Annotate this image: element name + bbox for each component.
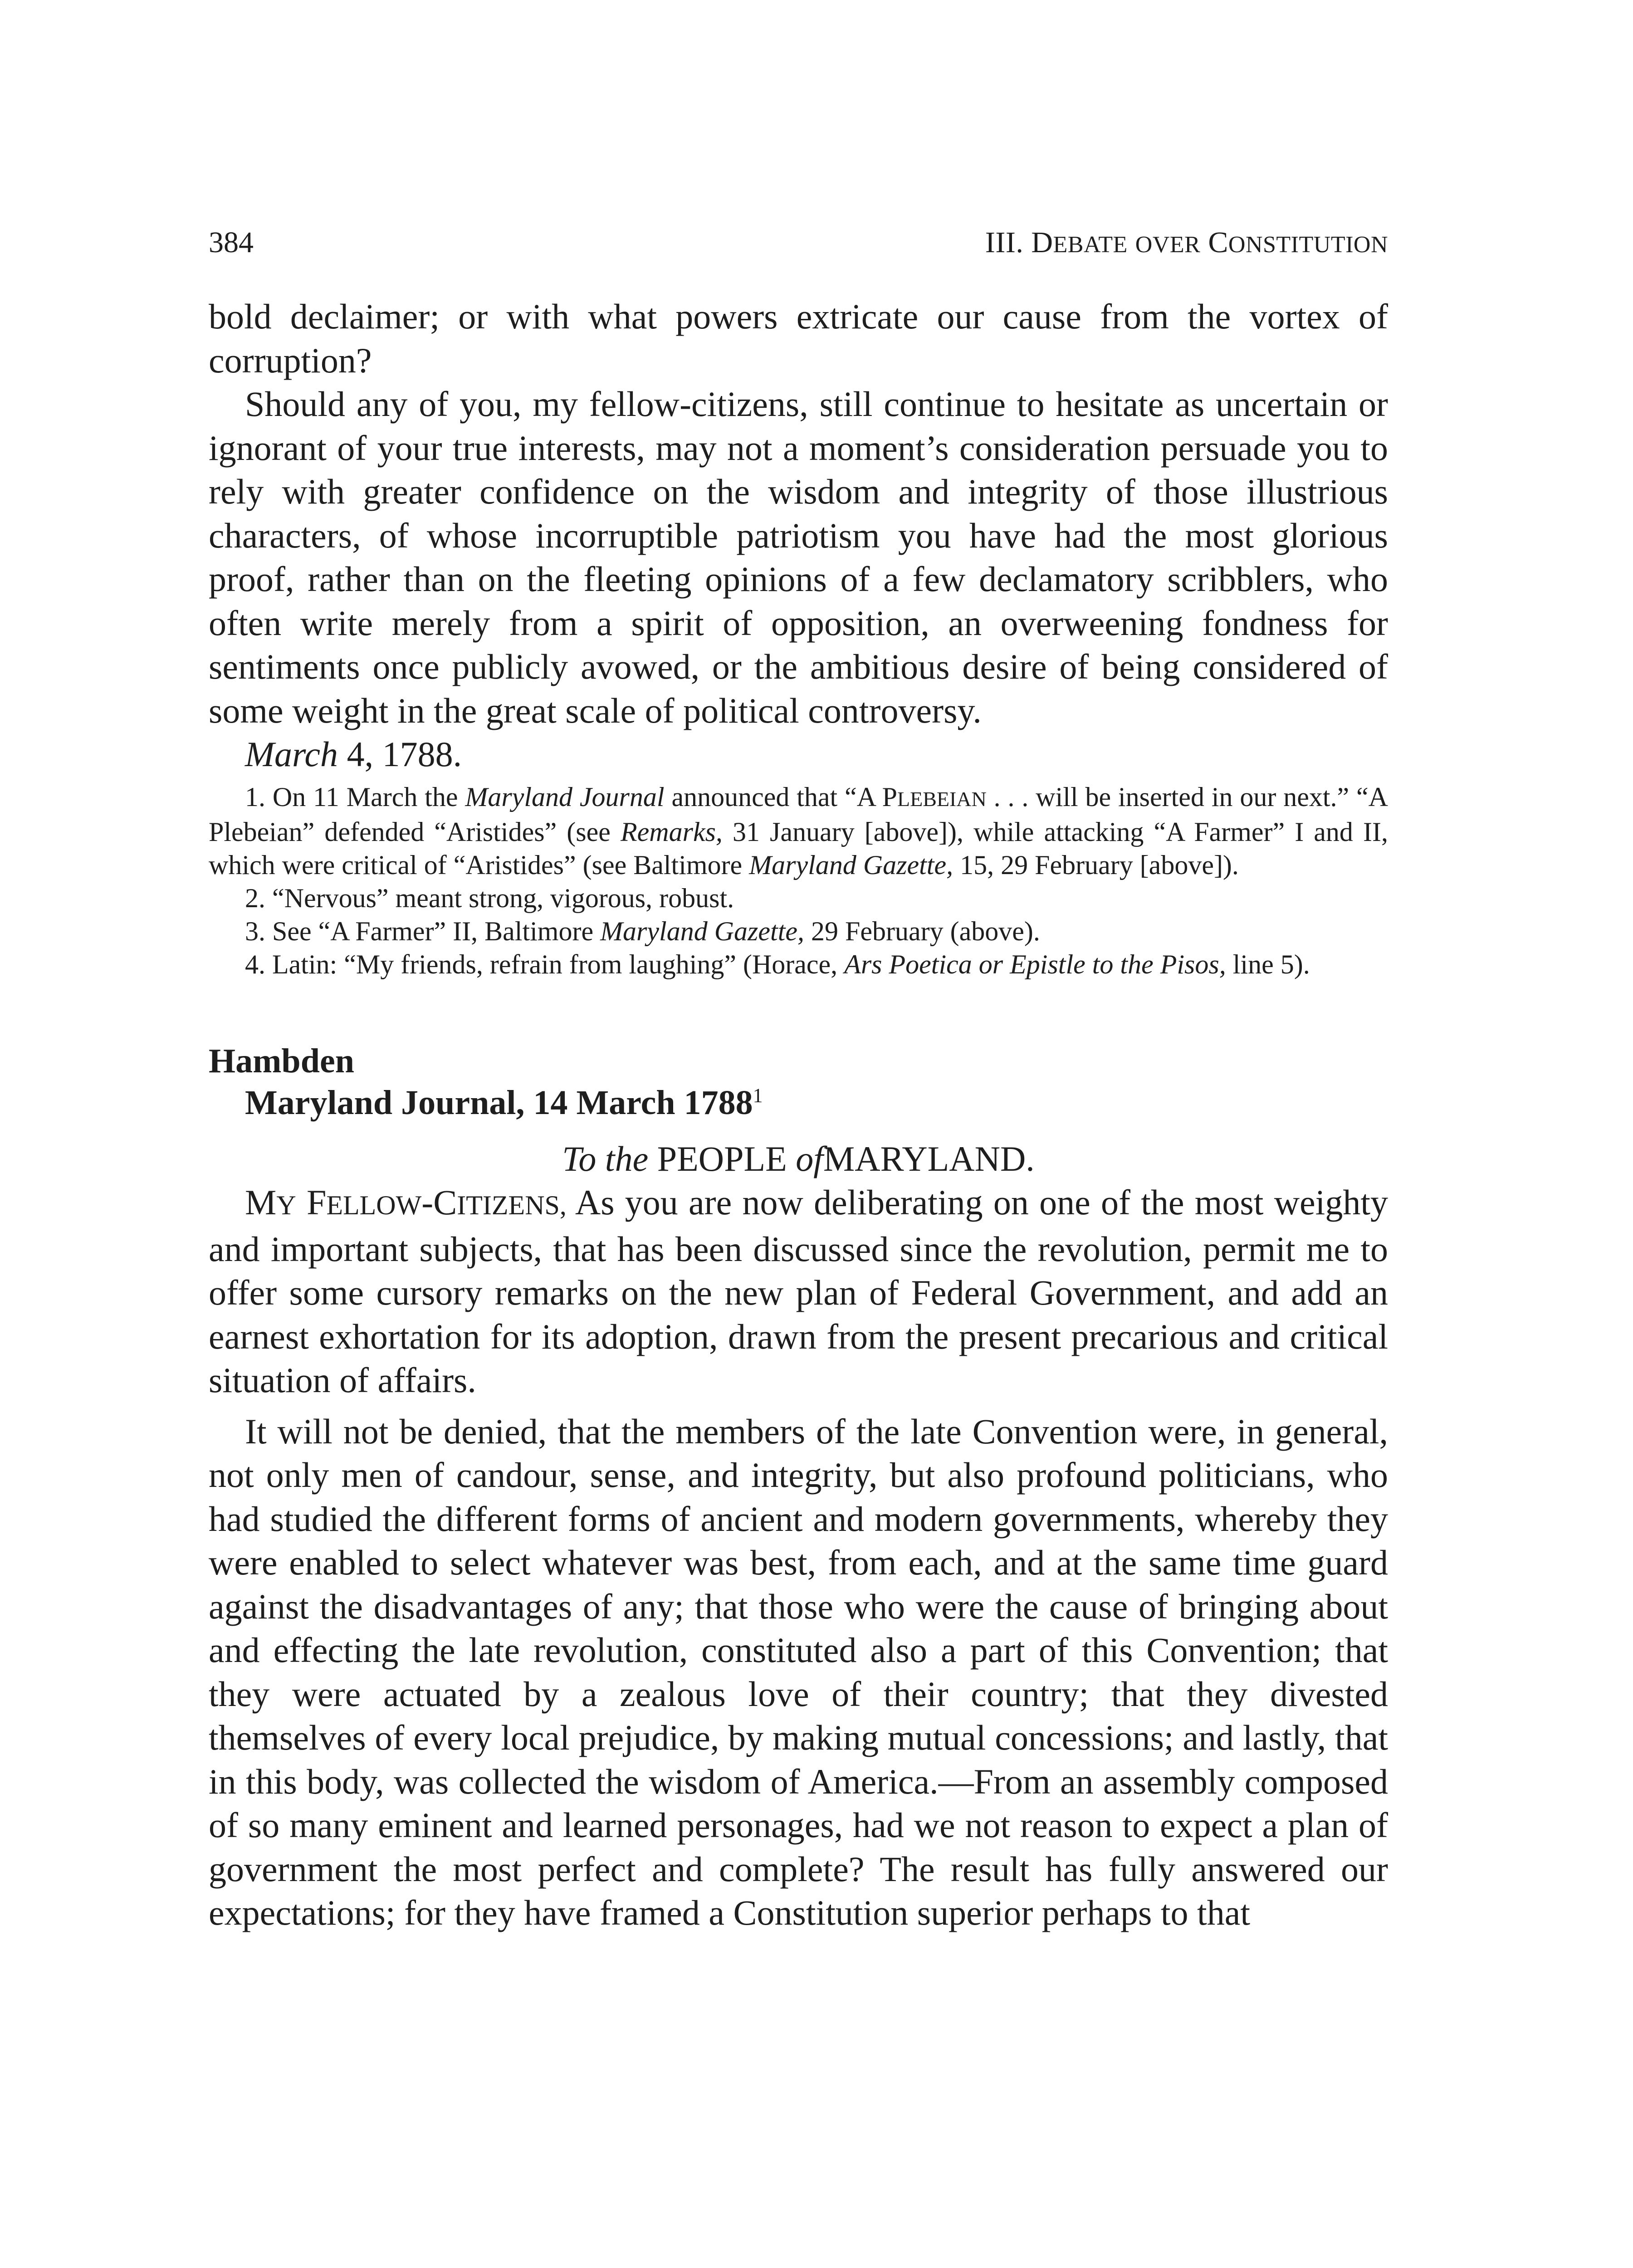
dateline-month: March	[245, 734, 338, 774]
footnote-text: 29 February (above).	[804, 916, 1040, 946]
book-page	[209, 218, 1388, 1935]
salutation	[245, 1183, 567, 1222]
paragraph-text: As you are now deliberating on one of the most weighty and important subjects, that has been discussed since the revolution, permit me to offer some cursory remarks on the new plan of Federal Government, and add an earnest exhortation for its adoption, drawn from the present precarious and critical situation of affairs.	[209, 1183, 1389, 1400]
hambden-essay	[209, 1181, 1388, 1935]
document-source	[245, 1082, 1388, 1124]
footnote-italic: Ars Poetica or Epistle to the Pisos,	[844, 949, 1226, 979]
document-heading	[209, 1040, 1388, 1124]
essay-paragraph: bold declaimer; or with what powers extricate our cause from the vortex of corruption?	[209, 297, 1388, 380]
footnote-text: 15, 29 February [above]).	[953, 850, 1239, 880]
footnote-text: 31 January [above]), while attacking “A Farmer” I and II, which were critical of “Aristides” (see Baltimore	[209, 817, 1388, 880]
salutation-part: ELLOW	[326, 1190, 422, 1220]
footnote-italic: Remarks,	[620, 817, 723, 847]
running-title-over: OVER	[1135, 232, 1201, 258]
footnote-smallcaps: LEBEIAN	[897, 787, 987, 811]
running-head	[209, 218, 1388, 268]
footnote-italic: Maryland Gazette,	[749, 850, 953, 880]
salutation-part: -	[421, 1183, 434, 1222]
footnote-text: line 5).	[1226, 949, 1310, 979]
page-number: 384	[209, 226, 254, 259]
address-line	[209, 1137, 1388, 1181]
essay-dateline	[245, 733, 1388, 776]
dateline-rest: 4, 1788.	[338, 734, 462, 774]
document-source-title: Maryland Journal, 14 March 1788	[245, 1084, 753, 1122]
salutation-part: M	[245, 1183, 277, 1222]
running-title-c: C	[1208, 226, 1228, 259]
footnote-text: 1. On 11 March the	[245, 782, 465, 812]
address-of: of	[796, 1139, 823, 1178]
salutation-part: Y	[276, 1190, 296, 1220]
footnote-italic: Maryland Gazette,	[600, 916, 804, 946]
running-title-onstitution: ONSTITUTION	[1228, 232, 1388, 258]
footnote-ref: 1	[753, 1084, 763, 1107]
address-to: To the	[562, 1139, 649, 1178]
running-title-d: D	[1031, 226, 1053, 259]
salutation-part: F	[306, 1183, 327, 1222]
document-author: Hambden	[209, 1042, 354, 1080]
footnote-3	[209, 915, 1388, 948]
footnote-4	[209, 948, 1388, 981]
running-title-ebate: EBATE	[1053, 232, 1128, 258]
footnote-2: 2. “Nervous” meant strong, vigorous, robust.	[245, 883, 734, 913]
essay-paragraph	[209, 1181, 1388, 1403]
continued-essay	[209, 295, 1388, 733]
running-title	[985, 218, 1388, 270]
running-title-numeral: III.	[985, 226, 1024, 259]
footnotes	[209, 781, 1388, 981]
footnote-text: announced that “A	[664, 782, 882, 812]
essay-paragraph: It will not be denied, that the members of the late Convention were, in general, not only men of candour, sense, and integrity, but also profound politicians, who had studied the different forms of ancient and modern governments, whereby they were enabled to select whatever was best, from each, and at the same time guard against the disadvantages of any; that those who were the cause of bringing about and effecting the late revolution, constituted also a part of this Convention; that they were actuated by a zealous love of their country; that they divested themselves of every local prejudice, by making mutual concessions; and lastly, that in this body, was collected the wisdom of America.—From an assembly composed of so many eminent and learned personages, had we not reason to expect a plan of government the most perfect and complete? The result has fully answered our expectations; for they have framed a Constitution superior perhaps to that	[209, 1411, 1388, 1932]
footnote-text: P	[882, 782, 897, 812]
footnote-text: 4. Latin: “My friends, refrain from laughing” (Horace,	[245, 949, 845, 979]
salutation-part: ITIZENS,	[457, 1190, 567, 1220]
footnote-text: . . . will be inserted in our next.” “A Plebeian” defended “Aristides” (see	[209, 782, 1389, 847]
address-people: PEOPLE	[648, 1139, 796, 1178]
salutation-part: C	[433, 1183, 457, 1222]
footnote-text: 3. See “A Farmer” II, Baltimore	[245, 916, 601, 946]
footnote-1	[209, 781, 1388, 882]
essay-paragraph: Should any of you, my fellow-citizens, still continue to hesitate as uncertain or ignorant of your true interests, may not a moment’s consideration persuade you to rely with greater confidence on the wisdom and integrity of those illustrious characters, of whose incorruptible patriotism you have had the most glorious proof, rather than on the fleeting opinions of a few declamatory scribblers, who often write merely from a spirit of opposition, an overweening fondness for sentiments once publicly avowed, or the ambitious desire of being considered of some weight in the great scale of political controversy.	[209, 384, 1388, 730]
footnote-italic: Maryland Journal	[465, 782, 665, 812]
address-state: MARYLAND.	[823, 1139, 1035, 1178]
